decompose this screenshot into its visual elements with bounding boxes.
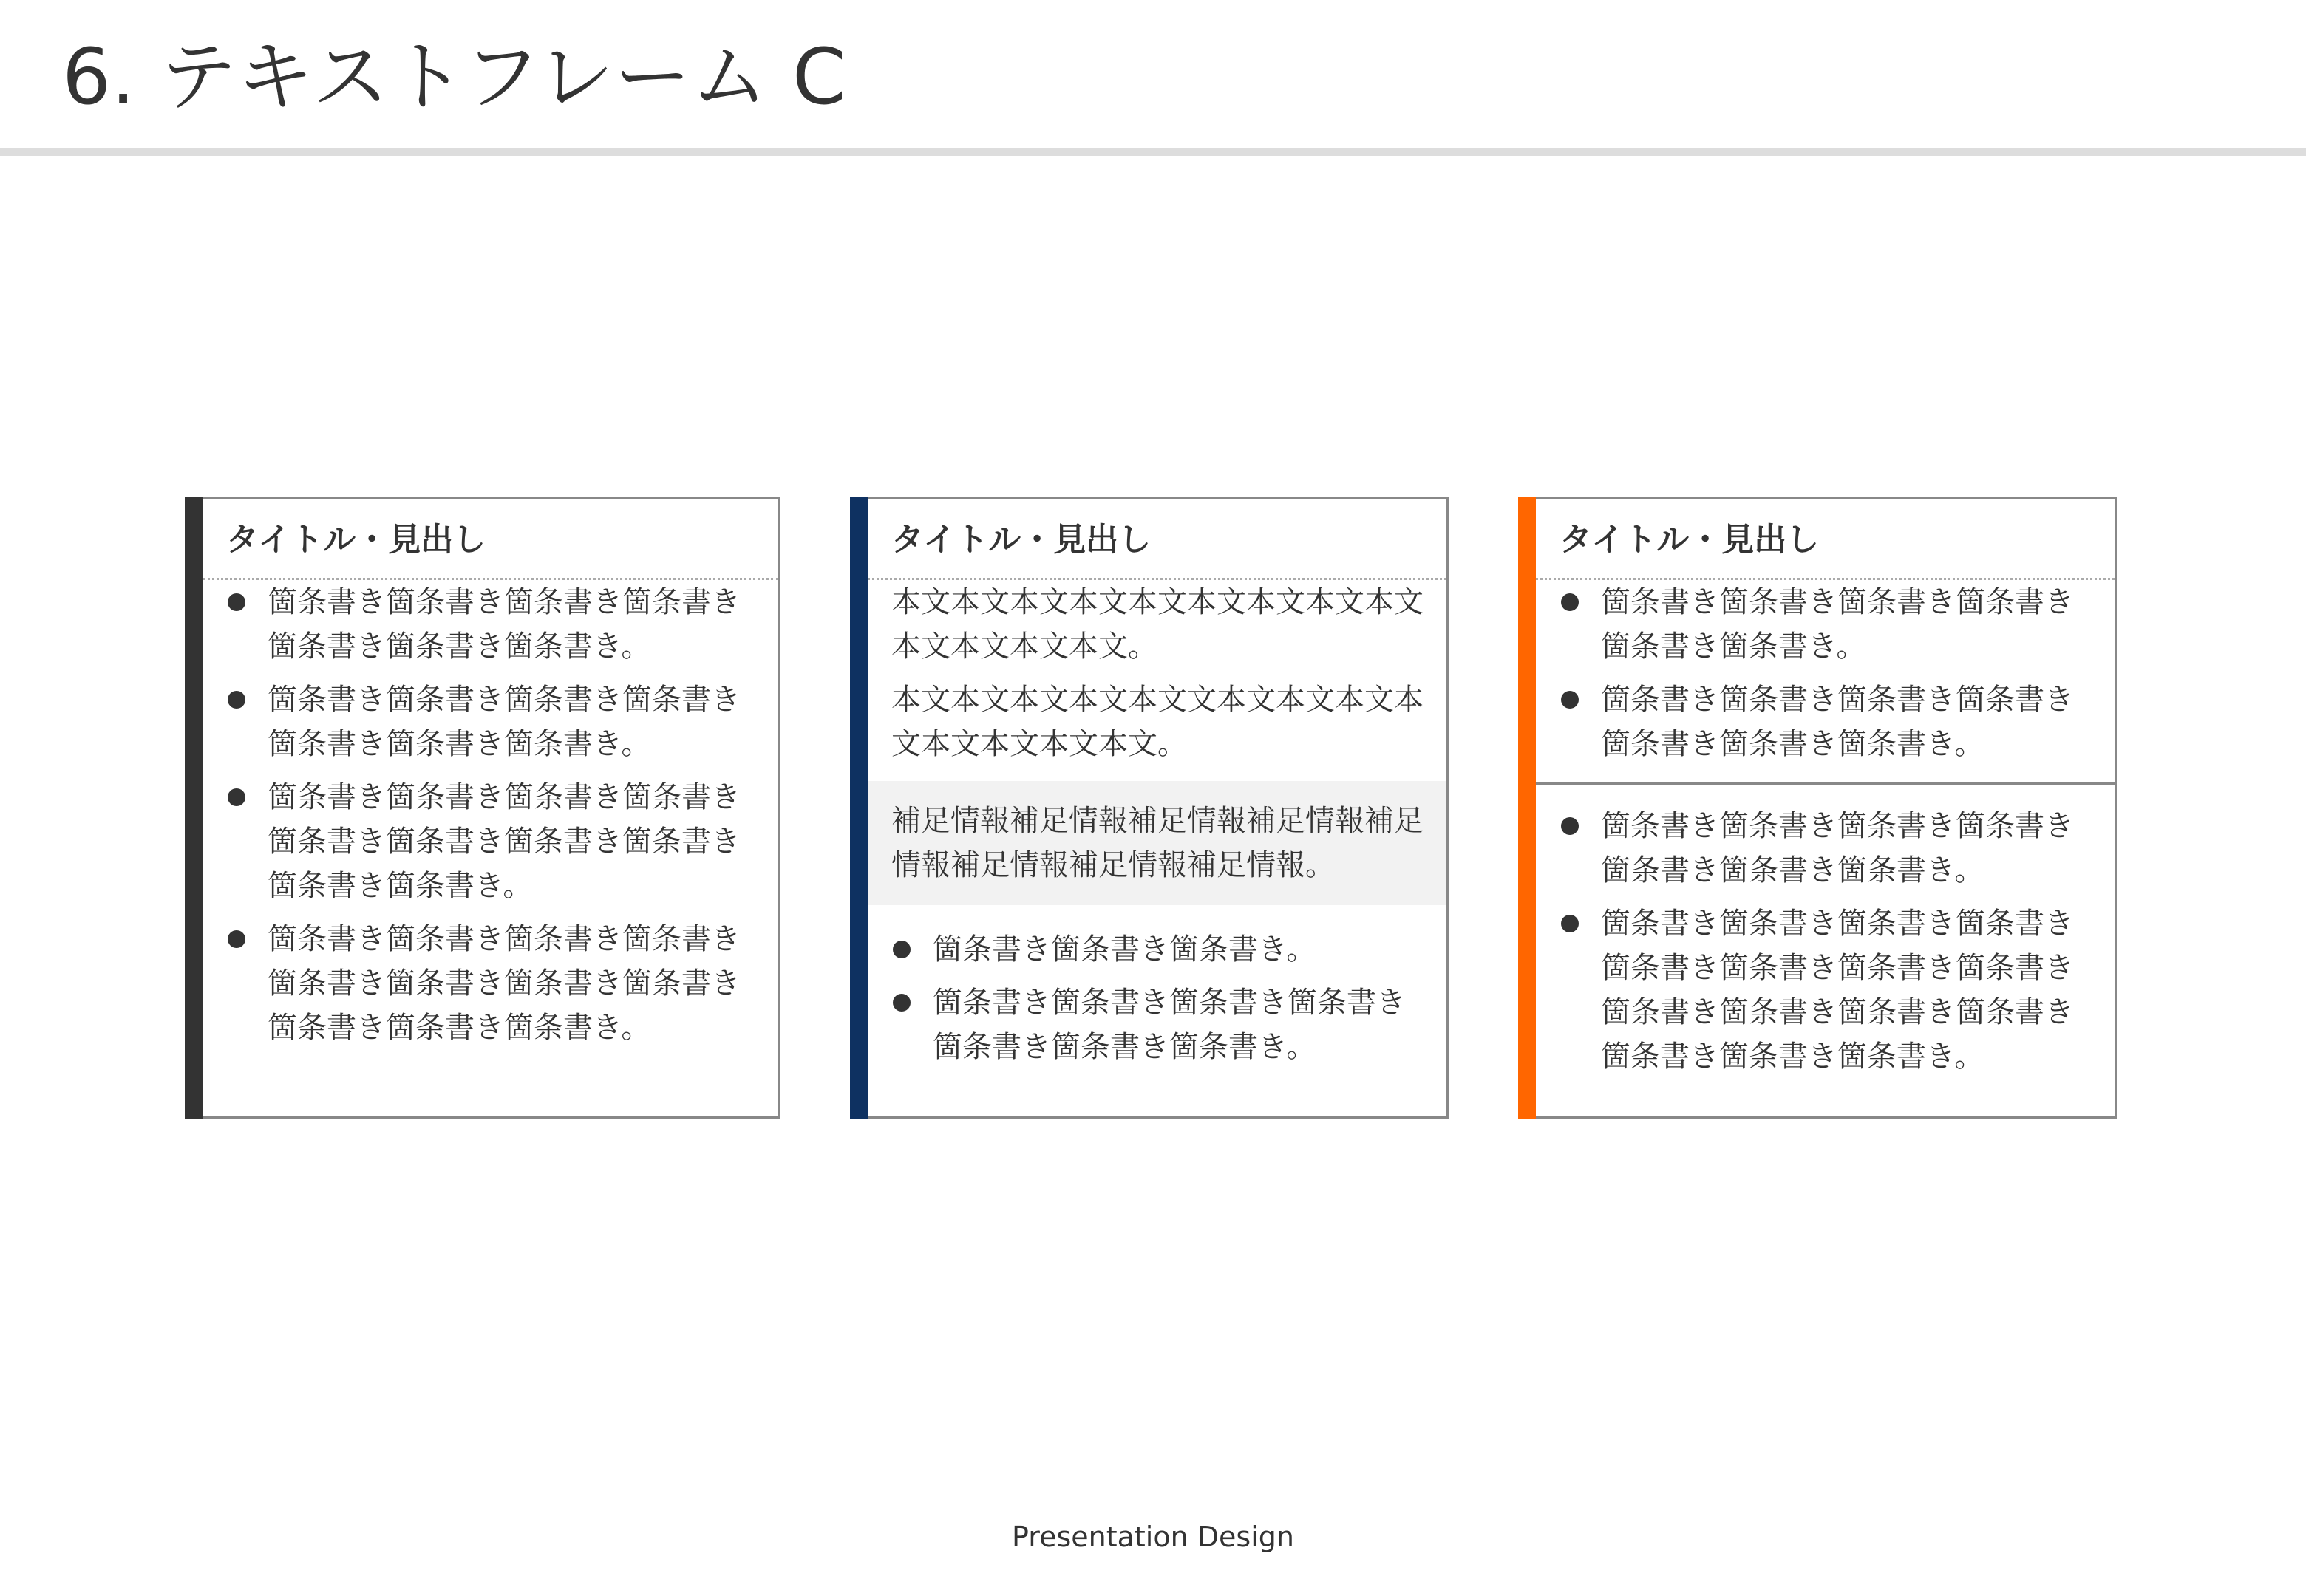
bullet-dot-icon [228, 691, 245, 709]
frame-accent-bar [1518, 497, 1536, 1119]
frame-body [1536, 580, 2115, 1116]
frame-title: タイトル・見出し [1536, 499, 2115, 580]
bullet-list-top [1536, 580, 2115, 766]
section-divider [1536, 782, 2115, 785]
body-paragraph: 本文本文本文本文本文本文本文本文本文本文本文本文本文。 [891, 585, 1424, 664]
supplement-box: 補足情報補足情報補足情報補足情報補足情報補足情報補足情報補足情報。 [868, 781, 1446, 905]
bullet-dot-icon [893, 941, 911, 958]
bullet-list [203, 580, 778, 1050]
bullet-item [1560, 580, 2092, 669]
frame-title: タイトル・見出し [868, 499, 1446, 580]
bullet-dot-icon [228, 930, 245, 948]
bullet-text: 箇条書き箇条書き箇条書き箇条書き箇条書き箇条書き箇条書き箇条書き箇条書き箇条書き箇条書き。 [268, 922, 741, 1045]
frame-accent-bar [185, 497, 203, 1119]
footer-text: Presentation Design [1012, 1521, 1294, 1553]
bullet-dot-icon [1561, 817, 1579, 835]
text-frame-bullets [185, 497, 780, 1119]
bullet-item [891, 981, 1424, 1069]
frame-title: タイトル・見出し [203, 499, 778, 580]
bullet-text: 箇条書き箇条書き箇条書き。 [933, 932, 1316, 966]
text-frame-sectioned [1518, 497, 2117, 1119]
bullet-item [226, 917, 756, 1050]
bullet-dot-icon [1561, 593, 1579, 611]
bullet-item [226, 580, 756, 669]
bullet-dot-icon [228, 593, 245, 611]
title-divider [0, 148, 2306, 156]
bullet-list-bottom [1536, 804, 2115, 1079]
frame-accent-bar [850, 497, 868, 1119]
frame-body [868, 580, 1446, 1116]
bullet-list [868, 927, 1446, 1069]
bullet-item [226, 775, 756, 908]
bullet-text: 箇条書き箇条書き箇条書き箇条書き箇条書き箇条書き箇条書き。 [268, 683, 741, 761]
slide-title: 6. テキストフレーム C [62, 32, 846, 122]
bullet-text: 箇条書き箇条書き箇条書き箇条書き箇条書き箇条書き箇条書き箇条書き箇条書き箇条書き箇条書き箇条書き箇条書き箇条書き箇条書き。 [1601, 907, 2074, 1074]
bullet-item [1560, 804, 2092, 893]
bullet-text: 箇条書き箇条書き箇条書き箇条書き箇条書き箇条書き箇条書き箇条書き箇条書き箇条書き。 [268, 780, 741, 903]
bullet-text: 箇条書き箇条書き箇条書き箇条書き箇条書き箇条書き箇条書き。 [933, 986, 1406, 1064]
text-frame-mixed [850, 497, 1449, 1119]
bullet-dot-icon [228, 788, 245, 806]
frame-body [203, 580, 778, 1116]
body-paragraph: 本文本文本文本文本文文本文本文本文本文本文本文本文本文。 [891, 683, 1424, 761]
bullet-text: 箇条書き箇条書き箇条書き箇条書き箇条書き箇条書き箇条書き。 [1601, 683, 2074, 761]
bullet-item [891, 927, 1424, 972]
bullet-text: 箇条書き箇条書き箇条書き箇条書き箇条書き箇条書き箇条書き。 [1601, 809, 2074, 887]
bullet-dot-icon [893, 994, 911, 1012]
bullet-item [1560, 901, 2092, 1079]
bullet-dot-icon [1561, 915, 1579, 932]
bullet-item [1560, 678, 2092, 766]
bullet-item [226, 678, 756, 766]
bullet-text: 箇条書き箇条書き箇条書き箇条書き箇条書き箇条書き。 [1601, 585, 2074, 664]
bullet-dot-icon [1561, 691, 1579, 709]
bullet-text: 箇条書き箇条書き箇条書き箇条書き箇条書き箇条書き箇条書き。 [268, 585, 741, 664]
